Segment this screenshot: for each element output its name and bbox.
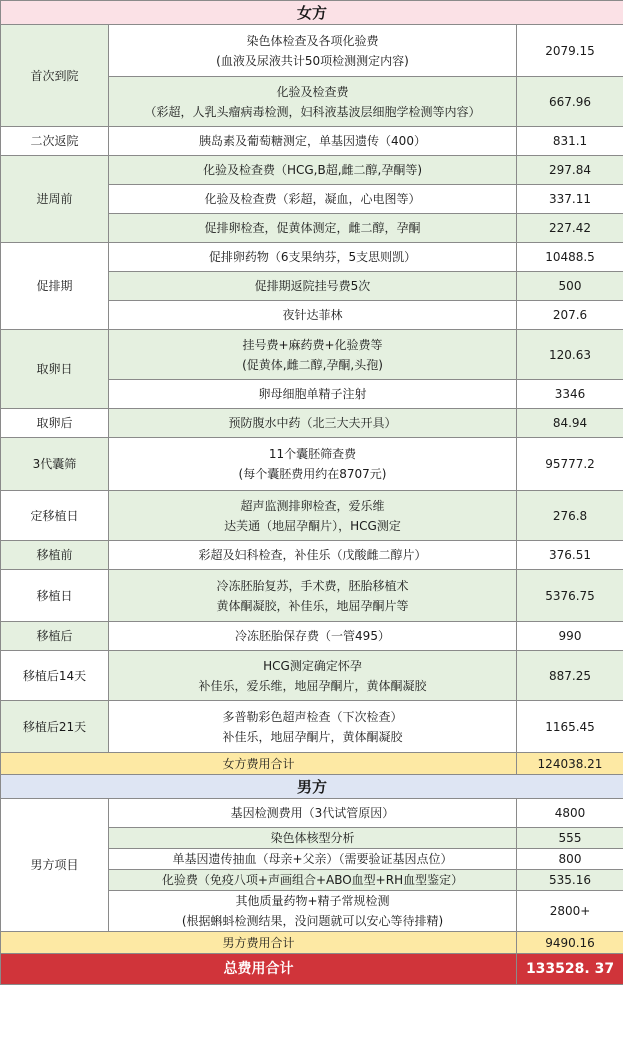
item-description	[109, 622, 517, 651]
table-row	[1, 570, 623, 622]
item-line: 彩超及妇科检查，补佳乐（戊酸雌二醇片）	[198, 548, 427, 562]
male-subtotal-row	[1, 932, 623, 954]
item-description	[109, 870, 517, 891]
item-line: 冷冻胚胎复苏，手术费，胚胎移植术	[216, 578, 409, 593]
item-cost: 95777.2	[517, 438, 623, 491]
item-line: 冷冻胚胎保存费（一管495）	[235, 629, 390, 643]
item-description	[109, 799, 517, 828]
item-line: 预防腹水中药（北三大夫开具）	[228, 416, 397, 430]
table-row	[1, 409, 623, 438]
item-description	[109, 272, 517, 301]
item-line: 补佳乐，爱乐维，地屈孕酮片，黄体酮凝胶	[198, 678, 427, 693]
stage-label: 首次到院	[1, 25, 109, 127]
item-line: 促排卵药物（6支果纳芬，5支思则凯）	[208, 250, 417, 264]
stage-label: 移植后14天	[1, 651, 109, 701]
item-line: 挂号费+麻药费+化验费等	[242, 337, 383, 352]
item-cost: 1165.45	[517, 701, 623, 753]
male-header-row	[1, 775, 623, 799]
item-cost: 500	[517, 272, 623, 301]
stage-label: 移植后21天	[1, 701, 109, 753]
item-cost: 120.63	[517, 330, 623, 380]
item-cost: 555	[517, 828, 623, 849]
table-row	[1, 799, 623, 828]
table-body	[1, 1, 623, 985]
item-line: 多普勒彩色超声检查（下次检查）	[222, 709, 403, 724]
item-cost: 276.8	[517, 491, 623, 541]
item-line: (根据蝌蚪检测结果，没问题就可以安心等待排精)	[181, 914, 444, 928]
item-description	[109, 214, 517, 243]
stage-label: 移植日	[1, 570, 109, 622]
item-line: 黄体酮凝胶，补佳乐，地屈孕酮片等	[216, 598, 409, 613]
item-line: 基因检测费用（3代试管原因）	[230, 806, 395, 820]
item-description	[109, 243, 517, 272]
item-description	[109, 185, 517, 214]
table-row	[1, 330, 623, 380]
item-line: (促黄体,雌二醇,孕酮,头孢)	[242, 357, 383, 372]
stage-label: 促排期	[1, 243, 109, 330]
item-cost: 10488.5	[517, 243, 623, 272]
item-description	[109, 491, 517, 541]
table-row	[1, 701, 623, 753]
item-cost: 3346	[517, 380, 623, 409]
item-line: 卵母细胞单精子注射	[258, 387, 367, 401]
item-description	[109, 156, 517, 185]
item-line: 化验及检查费（彩超，凝血，心电图等）	[204, 192, 421, 206]
item-line: 化验及检查费	[276, 84, 349, 99]
item-description	[109, 570, 517, 622]
grand-total-label: 总费用合计	[1, 954, 517, 985]
item-line: 促排期返院挂号费5次	[254, 279, 371, 293]
item-cost: 84.94	[517, 409, 623, 438]
stage-label: 移植后	[1, 622, 109, 651]
item-description	[109, 541, 517, 570]
item-cost: 2079.15	[517, 25, 623, 77]
male-header: 男方	[1, 775, 623, 799]
subtotal-value: 9490.16	[517, 932, 623, 954]
item-line: 达芙通（地屈孕酮片），HCG测定	[224, 518, 401, 533]
item-description	[109, 849, 517, 870]
table-row	[1, 25, 623, 77]
item-line: HCG测定确定怀孕	[263, 658, 362, 673]
female-header-row	[1, 1, 623, 25]
item-cost: 990	[517, 622, 623, 651]
item-cost: 831.1	[517, 127, 623, 156]
item-line: 夜针达菲林	[282, 308, 343, 322]
stage-label: 二次返院	[1, 127, 109, 156]
grand-total-row	[1, 954, 623, 985]
table-row	[1, 491, 623, 541]
item-cost: 297.84	[517, 156, 623, 185]
item-description	[109, 891, 517, 932]
grand-total-value: 133528. 37	[517, 954, 623, 985]
item-description	[109, 438, 517, 491]
item-line: 单基因遗传抽血（母亲+父亲）（需要验证基因点位）	[172, 852, 453, 866]
stage-label: 男方项目	[1, 799, 109, 932]
stage-label: 定移植日	[1, 491, 109, 541]
stage-label: 移植前	[1, 541, 109, 570]
subtotal-label: 女方费用合计	[1, 753, 517, 775]
item-line: 染色体检查及各项化验费	[246, 33, 379, 48]
stage-label: 3代囊筛	[1, 438, 109, 491]
item-cost: 2800+	[517, 891, 623, 932]
table-row	[1, 127, 623, 156]
item-cost: 5376.75	[517, 570, 623, 622]
item-description	[109, 380, 517, 409]
item-line: 化验及检查费（HCG,B超,雌二醇,孕酮等)	[202, 163, 423, 177]
stage-label: 取卵后	[1, 409, 109, 438]
item-cost: 887.25	[517, 651, 623, 701]
stage-label: 进周前	[1, 156, 109, 243]
item-description	[109, 25, 517, 77]
subtotal-value: 124038.21	[517, 753, 623, 775]
item-line: 染色体核型分析	[270, 831, 355, 845]
item-cost: 4800	[517, 799, 623, 828]
table-row	[1, 243, 623, 272]
item-line: 11个囊胚筛查费	[268, 447, 357, 461]
item-description	[109, 828, 517, 849]
female-subtotal-row	[1, 753, 623, 775]
item-description	[109, 701, 517, 753]
item-description	[109, 77, 517, 127]
table-row	[1, 651, 623, 701]
item-description	[109, 127, 517, 156]
item-line: 促排卵检查，促黄体测定，雌二醇，孕酮	[204, 221, 421, 235]
subtotal-label: 男方费用合计	[1, 932, 517, 954]
item-line: 其他质量药物+精子常规检测	[235, 894, 390, 908]
item-line: 超声监测排卵检查，爱乐维	[240, 498, 385, 513]
table-row	[1, 156, 623, 185]
item-line: 化验费（免疫八项+声画组合+ABO血型+RH血型鉴定）	[161, 873, 464, 887]
item-line: 补佳乐，地屈孕酮片，黄体酮凝胶	[222, 729, 403, 744]
item-cost: 207.6	[517, 301, 623, 330]
item-description	[109, 409, 517, 438]
table-row	[1, 622, 623, 651]
item-line: （彩超，人乳头瘤病毒检测，妇科液基波层细胞学检测等内容）	[144, 104, 481, 119]
item-description	[109, 651, 517, 701]
female-header: 女方	[1, 1, 623, 25]
item-line: (血液及尿液共计50项检测测定内容)	[216, 53, 409, 68]
item-cost: 227.42	[517, 214, 623, 243]
table-row	[1, 541, 623, 570]
item-description	[109, 301, 517, 330]
item-line: 胰岛素及葡萄糖测定，单基因遗传（400）	[199, 134, 426, 148]
item-cost: 337.11	[517, 185, 623, 214]
item-description	[109, 330, 517, 380]
item-cost: 800	[517, 849, 623, 870]
item-cost: 667.96	[517, 77, 623, 127]
item-cost: 535.16	[517, 870, 623, 891]
table-row	[1, 438, 623, 491]
item-cost: 376.51	[517, 541, 623, 570]
item-line: (每个囊胚费用约在8707元)	[238, 467, 387, 481]
stage-label: 取卵日	[1, 330, 109, 409]
